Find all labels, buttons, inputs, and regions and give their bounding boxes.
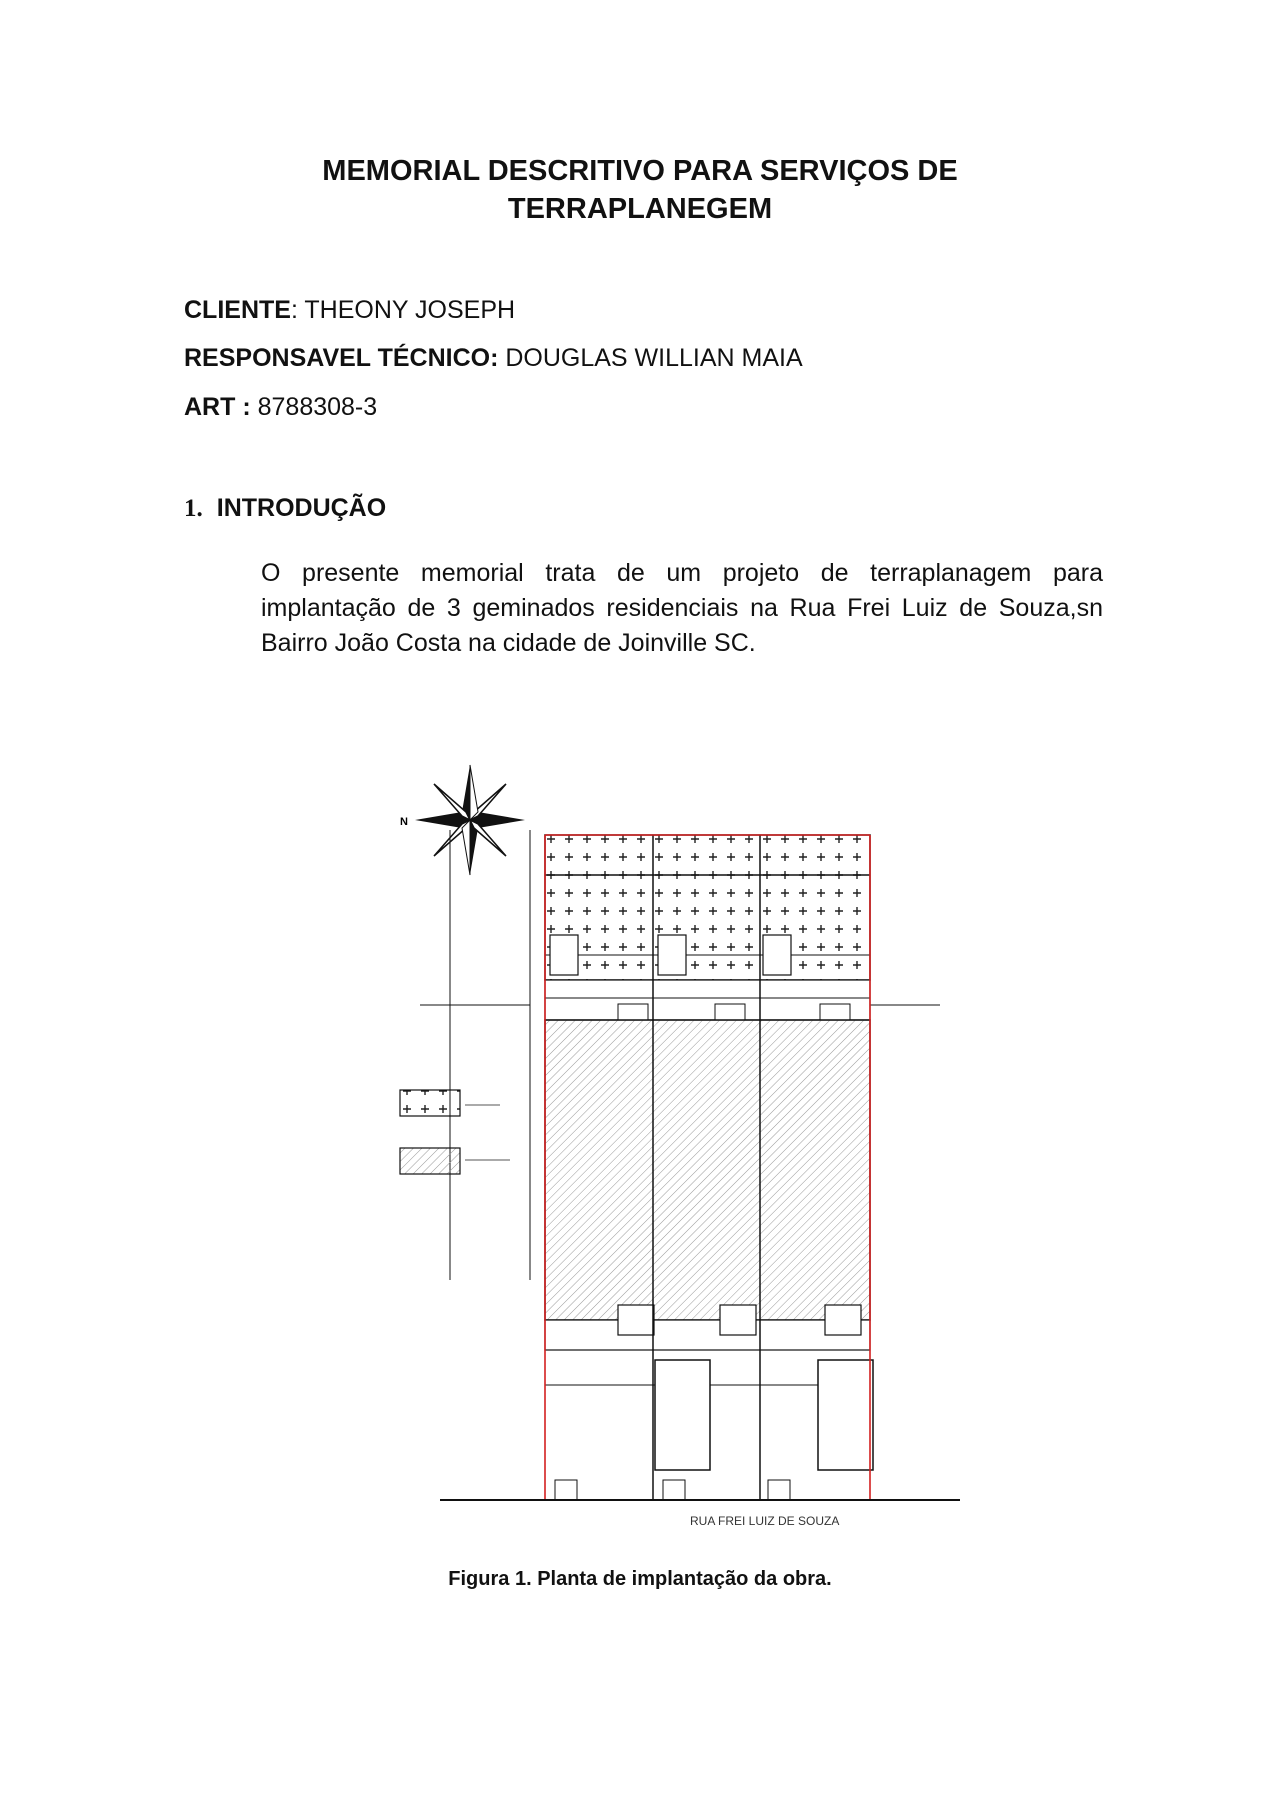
art-value: 8788308-3 [250,393,378,421]
title-line-2: TERRAPLANEGEM [507,193,773,225]
section-number: 1. [184,495,203,522]
section-heading [184,494,386,523]
technical-responsible-label: RESPONSAVEL TÉCNICO: [184,344,499,372]
compass-north-label: N [400,816,408,828]
art-line [184,393,377,422]
section-title: INTRODUÇÃO [216,494,387,522]
figure-caption: Figura 1. Planta de implantação da obra. [448,1568,832,1590]
client-line [184,296,515,325]
intro-paragraph: O presente memorial trata de um projeto de terraplanagem para implantação de 3 geminados residenciais na Rua Frei Luiz de Souza,sn Bairro João Costa na cidade de Joinville SC. [261,559,1103,657]
technical-responsible-value: DOUGLAS WILLIAN MAIA [498,344,803,372]
art-label: ART : [184,393,251,421]
client-value: : THEONY JOSEPH [290,296,516,324]
compass-rose-icon [400,765,525,875]
document-title [0,152,1280,228]
street-name-label: RUA FREI LUIZ DE SOUZA [690,1514,840,1528]
client-label: CLIENTE [184,296,291,324]
technical-responsible-line [184,344,803,373]
site-plan-figure [380,740,980,1530]
legend-fill-swatch [400,1090,460,1116]
legend-hatch-swatch [400,1148,460,1174]
title-line-1: MEMORIAL DESCRITIVO PARA SERVIÇOS DE [322,155,958,187]
